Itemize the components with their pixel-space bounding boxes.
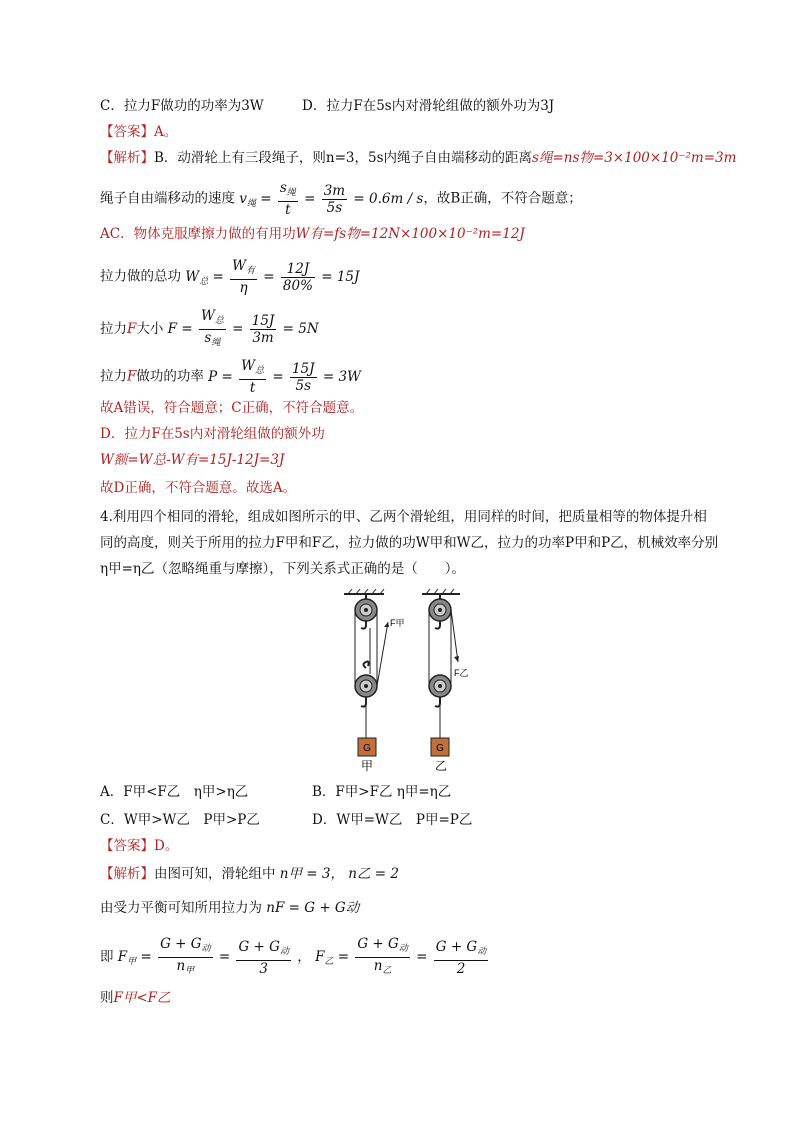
- label-yi: 乙: [434, 759, 448, 773]
- power-line: 拉力F做功的功率 P = $\frac{W_总}{t}$ = $\frac{15J}{5s}$ = 3W: [100, 358, 361, 396]
- conclusion-2: 故D正确，不符合题意。故选A。: [100, 480, 297, 496]
- d-repeat: D．拉力F在5s内对滑轮组做的额外功: [100, 426, 325, 442]
- pulley-figure: [340, 588, 469, 776]
- label-f-yi: F乙: [454, 668, 469, 678]
- question-4: 4.利用四个相同的滑轮，组成如图所示的甲、乙两个滑轮组，用同样的时间，把质量相等的物体提升相同的高度，则关于所用的拉力F甲和F乙，拉力做的功W甲和W乙，拉力的功率P甲和P乙，机械效率分别η甲=η乙（忽略绳重与摩擦），下列关系式正确的是（ ）。: [100, 509, 719, 577]
- option-d-prev: D．拉力F在5s内对滑轮组做的额外功为3J: [302, 98, 555, 114]
- total-work-line: 拉力做的总功 $W_总$ = $\frac{W_有}{\eta}$ = $\frac{12J}{80\%}$ = 15J: [100, 258, 360, 296]
- balance-equation: nF = G + G动: [266, 900, 360, 916]
- force-line: 拉力F大小 F = $\frac{W_总}{s_绳}$ = $\frac{15J}{3m}$ = 5N: [100, 308, 319, 348]
- option-c: C．W甲>W乙 P甲>P乙: [100, 812, 260, 828]
- option-d: D．W甲=W乙 P甲=P乙: [312, 812, 473, 828]
- extra-work-equation: W额=W总-W有=15J-12J=3J: [100, 452, 285, 468]
- speed-line: 绳子自由端移动的速度 $v_绳$ = $\frac{s_绳}{t}$ = $\frac{3m}{5s}$ = 0.6m / s，故B正确，不符合题意；: [100, 180, 582, 218]
- force-yi-equation: $F_乙$ = $\frac{G + G_动}{n_乙}$ = $\frac{G + G_动}{2}$: [315, 936, 487, 977]
- analysis-b-line: 【解析】B．动滑轮上有三段绳子，则n=3，5s内绳子自由端移动的距离s绳=ns物=3×100×10⁻²m=3m: [100, 150, 737, 166]
- yi-movable-pulley: [429, 675, 451, 707]
- jia-fixed-pulley: [355, 594, 377, 629]
- option-a: A．F甲<F乙 η甲>η乙: [100, 784, 249, 800]
- analysis2-line: 【解析】由图可知，滑轮组中 n甲 = 3， n乙 = 2: [100, 866, 399, 882]
- jia-movable-pulley: [355, 662, 377, 707]
- force-equation: F = $\frac{W_总}{s_绳}$ = $\frac{15J}{3m}$ = 5N: [167, 308, 319, 348]
- block-label-yi: G: [436, 743, 444, 754]
- label-f-jia: F甲: [390, 618, 405, 628]
- answer-line-prev: 【答案】A。: [100, 124, 178, 140]
- answer-line: 【答案】D。: [100, 838, 179, 854]
- conclusion-1: 故A错误，符合题意；C正确，不符合题意。: [100, 400, 364, 416]
- force-compare-line: 即 $F_甲$ = $\frac{G + G_动}{n_甲}$ = $\frac{G + G_动}{3}$ ， $F_乙$ = $\frac{G + G_动}{n_乙}$ = $\frac{G + G_动}{2}$: [100, 936, 490, 979]
- label-jia: 甲: [360, 759, 374, 773]
- yi-fixed-pulley: [429, 594, 451, 629]
- jia-ropes: [355, 610, 388, 686]
- balance-line: 由受力平衡可知所用拉力为 nF = G + G动: [100, 900, 360, 916]
- ac-line: AC．物体克服摩擦力做的有用功W有=fs物=12N×100×10⁻²m=12J: [100, 226, 525, 242]
- option-c-prev: C．拉力F做功的功率为3W: [100, 98, 264, 114]
- force-jia-equation: $F_甲$ = $\frac{G + G_动}{n_甲}$ = $\frac{G + G_动}{3}$: [117, 936, 289, 977]
- option-b: B．F甲>F乙 η甲=η乙: [312, 784, 452, 800]
- final-line: 则F甲<F乙: [100, 990, 171, 1006]
- analysis-tag: 【解析】: [100, 150, 154, 166]
- total-work-equation: $W_总$ = $\frac{W_有}{\eta}$ = $\frac{12J}{80\%}$ = 15J: [185, 258, 360, 296]
- ceiling-yi: [422, 589, 460, 594]
- answer-tag: 【答案】: [100, 124, 154, 140]
- speed-equation: $v_绳$ = $\frac{s_绳}{t}$ = $\frac{3m}{5s}$ = 0.6m / s: [239, 180, 424, 218]
- final-equation: F甲<F乙: [113, 990, 171, 1006]
- power-equation: P = $\frac{W_总}{t}$ = $\frac{15J}{5s}$ = 3W: [208, 358, 361, 396]
- block-label-jia: G: [363, 743, 371, 754]
- ceiling-jia: [344, 589, 384, 594]
- n-values: n甲 = 3， n乙 = 2: [279, 866, 399, 882]
